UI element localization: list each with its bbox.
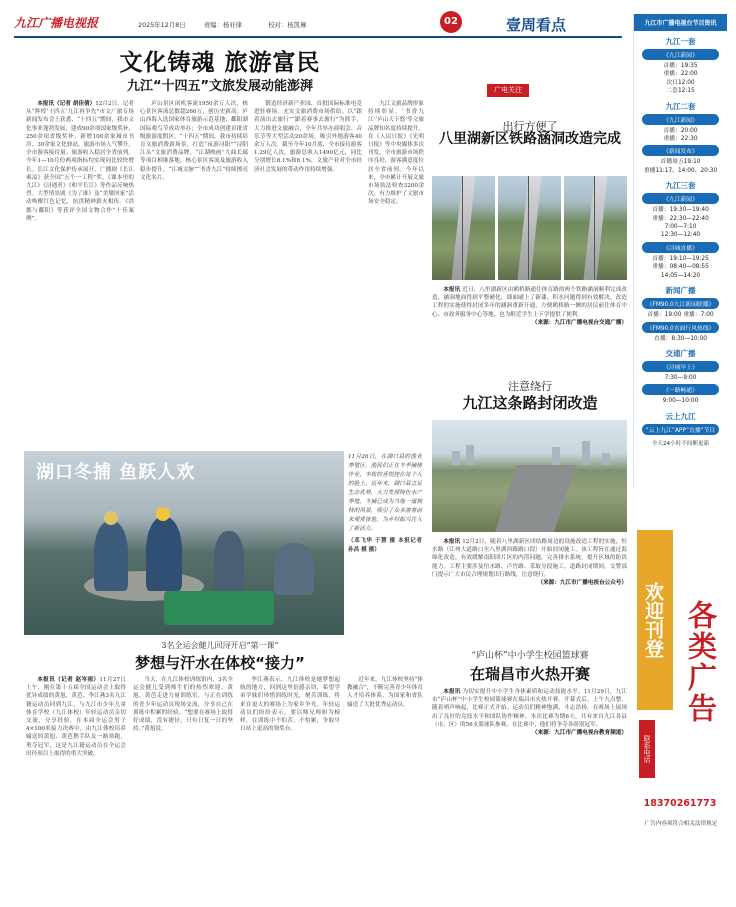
fishing-net	[164, 591, 274, 625]
lake-headline: 湖口冬捕 鱼跃人欢	[36, 462, 196, 483]
road-photo	[432, 420, 627, 532]
feature-tag: 广电关注	[487, 84, 529, 97]
sports-kicker: 3名全运会健儿回浔开启“第一课”	[161, 641, 279, 650]
channel-5-time: 7:30—9:00	[664, 374, 697, 381]
road-source: （来源：九江市广播电视台公众号）	[537, 580, 627, 587]
basketball-headline: 在瑞昌市火热开赛	[469, 665, 590, 683]
ad-types: 各类广告	[684, 600, 718, 724]
basketball-text: 为切实提升中小学生身体素质和运动技能水平，11月29日，九江市“庐山杯”中小学生校园篮球赛在瑞昌市火热开赛。开幕式后，上午九点整，随着哨声响起，比赛正式开始。运动员们精神饱满、斗志昂扬，在赛场上展现出了良好的竞技水平和团队协作精神。本次比赛为期6天，共有来自九江各县（市、区）的56支篮球队参赛，在比赛中，他们将争夺各组别冠军。	[432, 689, 627, 728]
rail-byline: 本报讯	[443, 287, 461, 293]
ad-phone: 18370261773	[643, 798, 717, 809]
channel-3-name: 九江三套	[665, 181, 696, 191]
channel-2-program-2: 《新闻发布》	[642, 145, 719, 156]
masthead-logo: 九江广播电视报	[14, 16, 99, 30]
road-kicker: 注意绕行	[508, 380, 552, 393]
channel-4-name: 新闻广播	[665, 286, 696, 296]
sports-column-1	[26, 676, 126, 758]
channel-3-time: 7:00—7:10	[664, 224, 697, 231]
lead-text-1: 12月2日，记者从“辉煌‘十四五’九江再争先”市文广旅专场新闻发布会上获悉，“十四五”期间，我市文化事业蓬勃发展，建成90余项国家级奖补、250余项省级奖补，新增100余家城市书房、30余家文化驿站，旅游市场人气攀升，全市游客接待量、旅游收入稳居全省前列。今年1—10月份两项指标均实现同比较快增长。长江文化保护传承展开、广播剧《长江乘凉》获全国“五个一工程”奖，《课本里的九江》《浔遇者》《和平长江》等作品反响热烈。大型情景剧《为了谁》及“美墩回家”活动唤醒红色记忆，抗洪精神薪火相传。《洪都与鄱阳》等获评全国文物合作“十佳案例”。	[26, 101, 134, 222]
channel-2-time: 首播周五19:10	[660, 159, 701, 166]
channel-1-program: 《九江新闻》	[642, 49, 719, 60]
sports-text-2: 当天，在九江体校训练馆内，3名全运会健儿受到师生们的热烈欢迎。黄旭、黄芭走进力量训练室，与正在训练的青少年运动员现场交流，分享自己在训练中积累的经验。“想要在赛场上取得好成绩，没有捷径，只有日复一日的坚持。”黄旭说。	[133, 677, 233, 733]
basketball-kicker: “庐山杯”中小学生校园篮球赛	[471, 651, 589, 661]
channel-2-time: 首播：20:00	[663, 127, 698, 134]
channel-1-name: 九江一套	[665, 37, 696, 46]
page-number: 02	[440, 11, 462, 33]
road-body	[432, 538, 627, 587]
lake-credit: （邓飞华 于慧 摄 本报记者 孙昌 模 摄）	[348, 538, 422, 553]
channel-3-time: 12:30—12:40	[660, 232, 701, 239]
ad-box	[633, 520, 727, 878]
lead-headline: 文化铸魂 旅游富民	[119, 50, 321, 76]
ad-note: 广告内容须符合相关法律规定	[644, 821, 718, 827]
lead-column-2	[140, 100, 248, 182]
lead-byline: 本报讯（记者 胡佳倩）	[37, 101, 96, 107]
lake-caption-text: 11月26日，在湖口县的渔业养殖区，渔民们正在冬季捕捞作业，丰收的喜悦挂在每个人的脸上。近年来，湖口县立足生态优势，大力发展特色水产养殖，冬捕已成为当地一道独特的风景，吸引了众多游客前来观赏体验，为乡村振兴注入了新活力。	[348, 454, 422, 532]
channel-4-program: 《FM90.0九江新闻联播》	[642, 298, 719, 309]
channel-6-time: 全天24小时不间断更新	[651, 440, 710, 447]
channel-3-time: 首播：19:10—19:25	[652, 255, 709, 262]
rail-photo-2	[498, 176, 561, 280]
ad-welcome: 欢迎刊登	[637, 530, 673, 710]
channel-2-name: 九江二套	[665, 101, 696, 111]
basketball-byline: 本报讯	[443, 689, 461, 695]
sports-headline: 梦想与汗水在体校“接力”	[135, 654, 305, 672]
channel-2-time: 重播：22:30	[663, 136, 698, 143]
sports-text-3: 李江燕表示，九江体校是她梦想起航的地方，回到这里倍感亲切，希望学弟学妹们珍惜训练时光，刻苦训练，将来在更大的赛场上为家乡争光。年轻运动员们纷纷表示，要以师兄师姐为榜样，在训练中不怕苦、不怕累，争取早日站上更高的领奖台。	[240, 677, 340, 733]
rail-photo-1	[432, 176, 495, 280]
lead-column-4	[368, 100, 424, 207]
sports-column-3	[240, 676, 340, 733]
road-text: 12月2日，随着八里湖新区团结路周边的设施改造工程的实施，恒水路（江州大道路口至八里湖西路路口段）开始封闭施工。该工程旨在通过海绵化改造，有效缓解南阳团片区的内涝问题，完善排水系统，提升区域的防洪能力。工程主要涉及恒水路、卢竹路、采取分段施工，道路封闭期间，交警部门提示广大市民合理规划出行路线，注意绕行。	[432, 539, 627, 578]
basketball-source: （来源：九江市广播电视台教育频道）	[531, 730, 627, 737]
channel-1-time: 重播：22:00	[663, 71, 698, 78]
proofreader: 校对：杨凯琳	[268, 21, 307, 29]
sports-column-4	[347, 676, 423, 709]
channel-4-time: 直播：8:30—10:00	[654, 335, 707, 342]
channel-1-time: 二套12:15	[666, 88, 695, 95]
masthead-rule	[14, 36, 622, 38]
ad-contact-label: 联系电话	[639, 720, 655, 778]
rail-text: 近日，八里湖新区由鹤桥路通往体育路的两个铁路涵洞顺利完成改造，涵洞地面得到平整硬化，墙面刷上了新漆，积水问题得到有效解决。改造工程的实施使得封闭多年的涵洞重新开通，方便鹤桥路一侧的居民前往体育中心、市政务服务中心等地，也为附近学生上下学提供了便利。	[432, 287, 627, 318]
channel-3-program-2: 《浔城直播》	[642, 242, 719, 253]
channel-5-program-2: 《一路畅通》	[642, 384, 719, 395]
lead-column-1	[26, 100, 134, 223]
sports-text-4: 近年来，九江体校坚持“体教融合”，不断完善青少年体育人才培养体系，为国家和省队输送了大批优秀运动员。	[347, 677, 423, 708]
rail-photo-3	[564, 176, 627, 280]
section-title: 壹周看点	[506, 16, 567, 34]
rail-source: （来源：九江市广播电视台交通广播）	[531, 319, 627, 326]
lead-text-4: 九江文旅品牌形象持续彰显，‘书香九江’‘庐山天下悠’等文旅品牌知名度持续提升，在《人民日报》《光明日报》等中央媒体多次刊发。全市旅游市场秩序良好，游客满意度位居全省前列。今年以来，全市累计开展文旅市场执法检查3200余次，有力维护了文旅市场安全稳定。	[368, 101, 424, 206]
masthead-info	[138, 20, 306, 29]
rail-kicker: 出行方便了	[502, 120, 558, 133]
channel-3-time: 重播：08:40—08:55	[652, 264, 709, 271]
channel-1-time: 次日12:00	[666, 79, 695, 86]
program-guide	[633, 14, 727, 489]
lead-text-2: 庐山景区闭机客流1950余万人次，核心景区客流总数超260万，创历史新高；庐山西海入选国家体育旅游示范基地；鄱阳湖国际观鸟节成功举办；全市成功创建首批省级旅游度假区。“十四五”期间，我市持续培育文旅消费新场景，打造“夜游浔阳”“浔阳江头”文旅消费品牌，“江湖映画”九曲长廊等项目相继落地，核心景区客流及旅游收入稳步提升，“江城文脉”“书香九江”持续擦亮文化名片。	[140, 101, 248, 181]
lead-column-3	[254, 100, 362, 174]
lead-subheadline: 九江“十四五”文旅发展动能澎湃	[126, 79, 314, 94]
channel-4-time: 首播：19:00 重播：7:00	[647, 312, 714, 319]
channel-3-time: 14:05—14:20	[660, 272, 701, 279]
sports-column-2	[133, 676, 233, 733]
editor: 责编：杨亚律	[203, 21, 243, 29]
channel-5-program: 《浔城早上》	[642, 361, 719, 372]
channel-4-program-2: 《FM90.0直面行风热线》	[642, 322, 719, 333]
channel-5-time: 9:00—10:00	[662, 398, 699, 405]
basketball-body	[432, 688, 627, 737]
channel-2-time: 重播11:17、14:00、20:30	[643, 167, 718, 174]
sports-byline: 本报讯（记者 赵岑雨）	[37, 677, 100, 683]
rail-headline: 八里湖新区铁路涵洞改造完成	[439, 131, 621, 147]
issue-date: 2025年12月8日	[138, 21, 186, 29]
lake-caption	[348, 453, 422, 555]
channel-6-name: 云上九江	[665, 411, 696, 421]
channel-1-time: 首播：19:35	[663, 63, 698, 69]
lead-text-3: 锻造经济新产业园、首批国际标准电竞进驻赛场。充实文旅消费市场供给。以“跟着演出去旅行”“跟着赛事去旅行”为抓手，大力推进文旅融合，全年共举办演唱会、音乐节等大型活动20余场，吸引外地游客40余万人次。截至今年10月底，全市接待游客1.29亿人次，旅游总收入1490亿元，同比分别增长8.1%和6.1%，文旅产业对全市经济社会发展的带动作用持续增强。	[254, 101, 362, 173]
sports-text-1: 11月27日上午，刚在第十五届全国运动会上取得优异成绩的黄旭、黄芭、李江燕3名九江籍运动员回到九江，与九江市少年儿童体育学校（九江体校）年轻运动员亲切交流，分享经验。在本届全运会男子4×100米接力决赛中，由九江体校培养输送的黄旭、黄芭携手队友一路领跑，勇夺冠军，这是九江籍运动员在全运会田径项目上取得的重大突破。	[26, 677, 126, 757]
rail-photo-strip	[432, 176, 627, 280]
rail-body	[432, 286, 627, 327]
channel-5-name: 交通广播	[665, 348, 696, 358]
channel-3-time: 重播：22:30—22:40	[652, 215, 709, 222]
channel-6-program: “云上九江”APP”直播“节目	[642, 424, 719, 435]
channel-3-time: 首播：19:30—19:40	[652, 207, 709, 214]
road-byline: 本报讯	[443, 539, 461, 545]
channel-3-program: 《九江新闻》	[642, 193, 719, 204]
channel-2-program: 《九江新闻》	[642, 114, 719, 125]
road-headline: 九江这条路封闭改造	[462, 394, 598, 412]
guide-title: 九江市广播电视台节目资讯	[634, 14, 727, 31]
